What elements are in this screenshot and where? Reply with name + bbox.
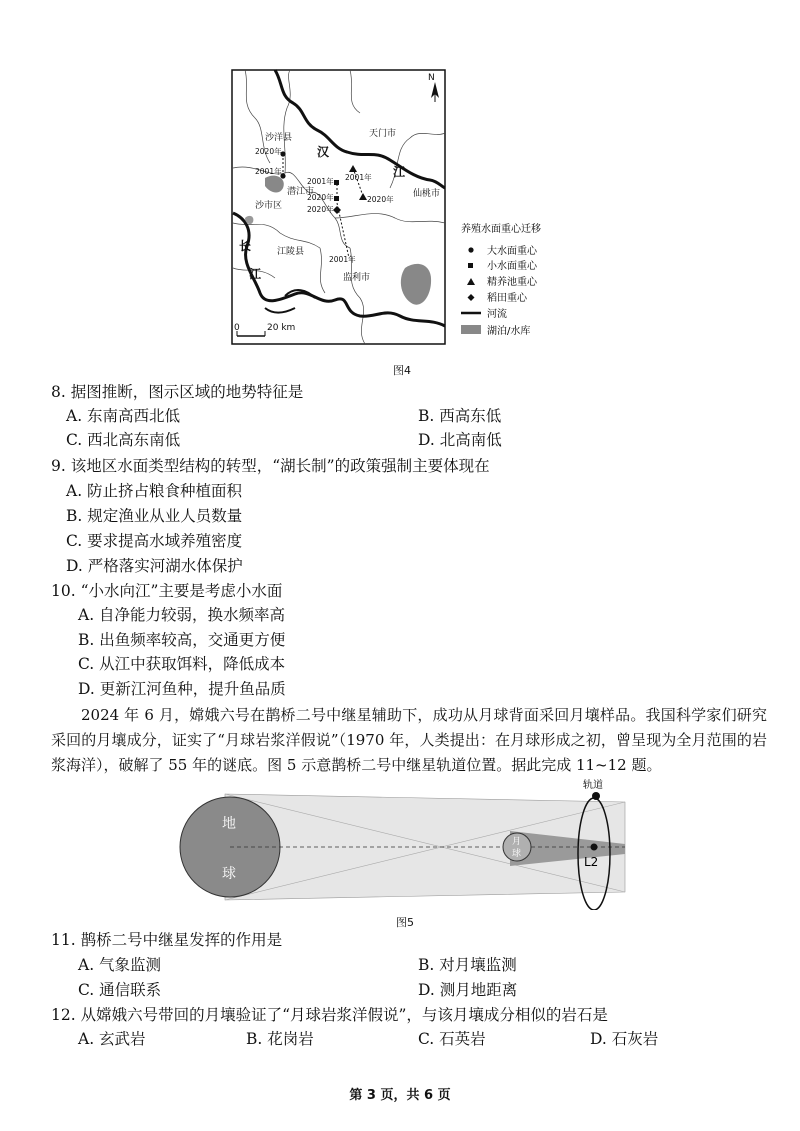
legend-item: 精养池重心 [487, 277, 537, 288]
year-label: 2020年 [307, 193, 334, 202]
legend-item: 小水面重心 [487, 261, 537, 272]
q9-option-d[interactable]: D. 严格落实河湖水体保护 [66, 557, 243, 575]
q10-stem: 10. “小水向江”主要是考虑小水面 [51, 582, 283, 600]
year-label: 2020年 [307, 205, 334, 214]
legend-circle-icon [468, 247, 473, 252]
q11-option-b[interactable]: B. 对月壤监测 [418, 956, 517, 974]
q11-option-a[interactable]: A. 气象监测 [78, 956, 162, 974]
q8-stem: 8. 据图推断，图示区域的地势特征是 [51, 383, 304, 401]
q8-option-a[interactable]: A. 东南高西北低 [66, 407, 181, 425]
figure-4 [225, 68, 570, 348]
map-legend [461, 222, 541, 337]
year-label: 2001年 [307, 177, 334, 186]
river-label-han: 汉 [317, 145, 330, 159]
place-qianjiang: 潜江市 [287, 187, 315, 197]
q12-option-c[interactable]: C. 石英岩 [418, 1030, 486, 1048]
place-shayang: 沙洋县 [265, 133, 293, 143]
legend-triangle-icon [467, 278, 475, 285]
north-label: N [428, 73, 435, 83]
q11-stem: 11. 鹊桥二号中继星发挥的作用是 [51, 931, 283, 949]
q8-option-b[interactable]: B. 西高东低 [418, 407, 502, 425]
earth-label-top: 地 [222, 816, 236, 832]
q10-option-a[interactable]: A. 自净能力较弱，换水频率高 [78, 606, 286, 624]
legend-square-icon [468, 263, 473, 268]
legend-title: 养殖水面重心迁移 [461, 224, 541, 235]
q12-option-a[interactable]: A. 玄武岩 [78, 1030, 146, 1048]
earth-label-bottom: 球 [222, 866, 236, 882]
q11-option-d[interactable]: D. 测月地距离 [418, 981, 518, 999]
scale-label: 20 km [267, 323, 296, 333]
q12-stem: 12. 从嫦娥六号带回的月壤验证了“月球岩浆洋假说”，与该月壤成分相似的岩石是 [51, 1006, 608, 1024]
river-label-chang: 长 [239, 239, 252, 253]
reading-passage: 2024 年 6 月，嫦娥六号在鹊桥二号中继星辅助下，成功从月球背面采回月壤样品。我国科学家们研究采回的月壤成分，证实了“月球岩浆洋假说”（1970 年，人类提出：在月球形成之初，曾呈现为全月范围的岩浆海洋），破解了 55 年的谜底。图 5 示意鹊桥二号中继星轨道位置。据此完成 11~12 题。 [51, 706, 767, 774]
legend-item: 河流 [487, 309, 507, 320]
legend-item: 湖泊/水库 [487, 326, 531, 337]
q8-option-d[interactable]: D. 北高南低 [418, 431, 502, 449]
legend-item: 稻田重心 [487, 293, 527, 304]
q11-option-c[interactable]: C. 通信联系 [78, 981, 162, 999]
map-figure [225, 68, 570, 348]
year-label: 2020年 [255, 147, 282, 156]
figure-5-caption: 图5 [396, 916, 414, 929]
q9-option-a[interactable]: A. 防止挤占粮食种植面积 [66, 482, 243, 500]
figure-5 [170, 776, 630, 910]
q10-option-d[interactable]: D. 更新江河鱼种，提升鱼品质 [78, 680, 286, 698]
place-jiangling: 江陵县 [277, 247, 305, 257]
small-water-centroid-marker [334, 196, 339, 201]
orbit-label: 轨道 [583, 780, 603, 791]
scale-zero: 0 [234, 323, 240, 333]
figure-4-caption: 图4 [393, 364, 411, 377]
page-footer: 第 3 页，共 6 页 [349, 1088, 451, 1103]
q9-option-c[interactable]: C. 要求提高水域养殖密度 [66, 532, 243, 550]
year-label: 2020年 [367, 195, 394, 204]
moon-label-top: 月 [512, 837, 522, 847]
legend-lake-icon [461, 325, 481, 334]
place-tianmen: 天门市 [369, 129, 397, 139]
river-label-jiang2: 江 [249, 267, 262, 281]
river-label-jiang: 江 [393, 165, 406, 179]
year-label: 2001年 [329, 255, 356, 264]
q8-option-c[interactable]: C. 西北高东南低 [66, 431, 181, 449]
q9-stem: 9. 该地区水面类型结构的转型，“湖长制”的政策强制主要体现在 [51, 457, 490, 475]
year-label: 2001年 [345, 173, 372, 182]
q10-option-c[interactable]: C. 从江中获取饵料，降低成本 [78, 655, 286, 673]
earth-moon-diagram [170, 776, 630, 910]
q10-option-b[interactable]: B. 出鱼频率较高，交通更方便 [78, 631, 286, 649]
q12-option-d[interactable]: D. 石灰岩 [590, 1030, 659, 1048]
place-shashi: 沙市区 [255, 201, 283, 211]
legend-diamond-icon [468, 294, 475, 301]
place-xiantao: 仙桃市 [413, 189, 441, 199]
q12-option-b[interactable]: B. 花岗岩 [246, 1030, 314, 1048]
l2-point-marker [591, 844, 598, 851]
small-water-centroid-marker [334, 180, 339, 185]
relay-satellite-icon [592, 792, 600, 800]
place-jianli: 监利市 [343, 273, 371, 283]
legend-item: 大水面重心 [487, 246, 537, 257]
l2-label: L2 [584, 855, 599, 869]
year-label: 2001年 [255, 167, 282, 176]
moon-label-bottom: 球 [512, 849, 522, 859]
q9-option-b[interactable]: B. 规定渔业从业人员数量 [66, 507, 243, 525]
